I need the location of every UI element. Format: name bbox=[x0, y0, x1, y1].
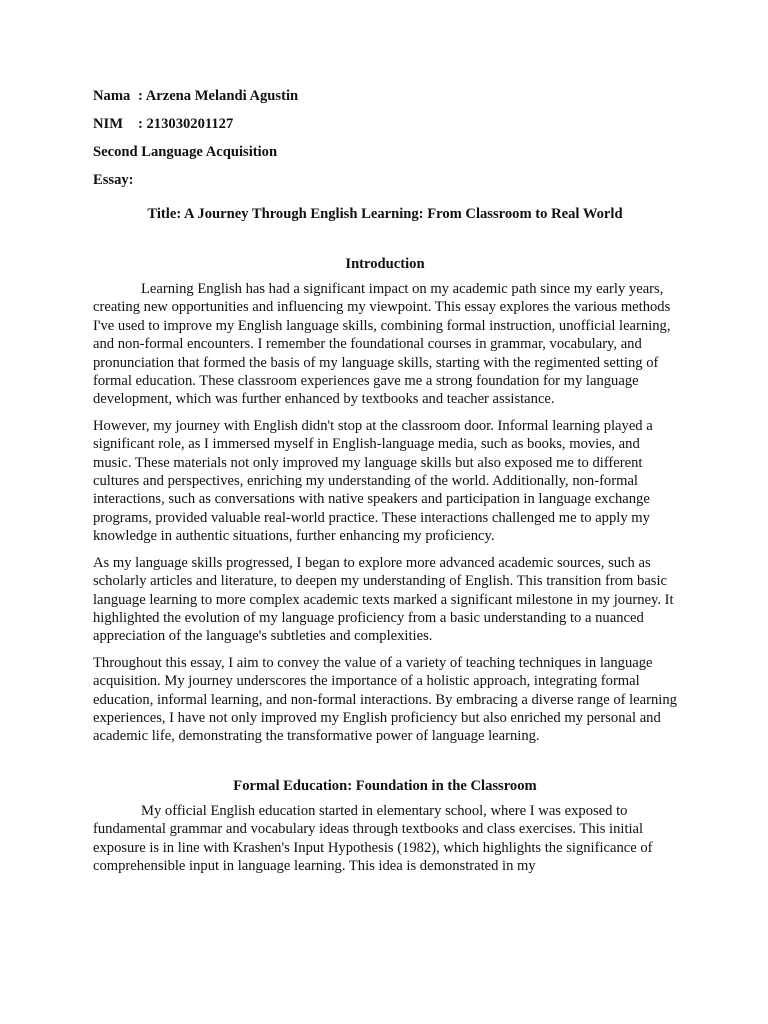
intro-paragraph-1: Learning English has had a significant impact on my academic path since my early years, creating new opportunities and influencing my viewpoint. This essay explores the various methods I've used to improve my English language skills, combining formal instruction, unofficial learning, and non-formal encounters. I remember the foundational courses in grammar, vocabulary, and pronunciation that formed the basis of my language skills, starting with the regimented setting of formal education. These classroom experiences gave me a strong foundation for my language development, which was further enhanced by textbooks and teacher assistance. bbox=[93, 281, 671, 408]
formal-paragraph-1: My official English education started in elementary school, where I was exposed to fundamental grammar and vocabulary ideas through textbooks and class exercises. This initial exposure is in line with Krashen's Input Hypothesis (1982), which highlights the significance of comprehensible input in language learning. This idea is demonstrated in my bbox=[93, 802, 653, 874]
intro-paragraph-4: Throughout this essay, I aim to convey the value of a variety of teaching techniques in language acquisition. My journey underscores the importance of a holistic approach, integrating formal education, informal learning, and non-formal interactions. By embracing a diverse range of learning experiences, I have not only improved my English proficiency but also enriched my personal and academic life, demonstrating the transformative power of language learning. bbox=[93, 654, 677, 745]
document-content bbox=[93, 86, 677, 883]
formal-education-heading: Formal Education: Foundation in the Classroom bbox=[233, 777, 537, 794]
intro-paragraph-3: As my language skills progressed, I began to explore more advanced academic sources, such as scholarly articles and literature, to deepen my understanding of English. This transition from basic language learning to more complex academic texts marked a significant milestone in my journey. It highlighted the evolution of my language proficiency from a basic understanding to a nuanced appreciation of the language's subtleties and complexities. bbox=[93, 554, 674, 645]
nim-value: : 213030201127 bbox=[138, 116, 234, 132]
intro-paragraph-2: However, my journey with English didn't stop at the classroom door. Informal learning played a significant role, as I immersed myself in English-language media, such as books, movies, and music. These materials not only improved my language skills but also exposed me to different cultures and perspectives, enriching my understanding of the world. Additionally, non-formal interactions, such as conversations with native speakers and participation in language exchange programs, provided valuable real-world practice. These interactions challenged me to apply my knowledge in authentic situations, further enhancing my proficiency. bbox=[93, 417, 653, 545]
student-nim-line bbox=[93, 114, 677, 134]
introduction-heading: Introduction bbox=[345, 256, 425, 272]
essay-title: Title: A Journey Through English Learning: From Classroom to Real World bbox=[147, 206, 623, 222]
student-name-line bbox=[93, 86, 677, 106]
essay-label: Essay: bbox=[93, 172, 134, 188]
nim-label: NIM bbox=[93, 116, 123, 132]
course-name: Second Language Acquisition bbox=[93, 144, 278, 160]
name-value: : Arzena Melandi Agustin bbox=[138, 88, 299, 104]
name-label: Nama bbox=[93, 88, 131, 104]
